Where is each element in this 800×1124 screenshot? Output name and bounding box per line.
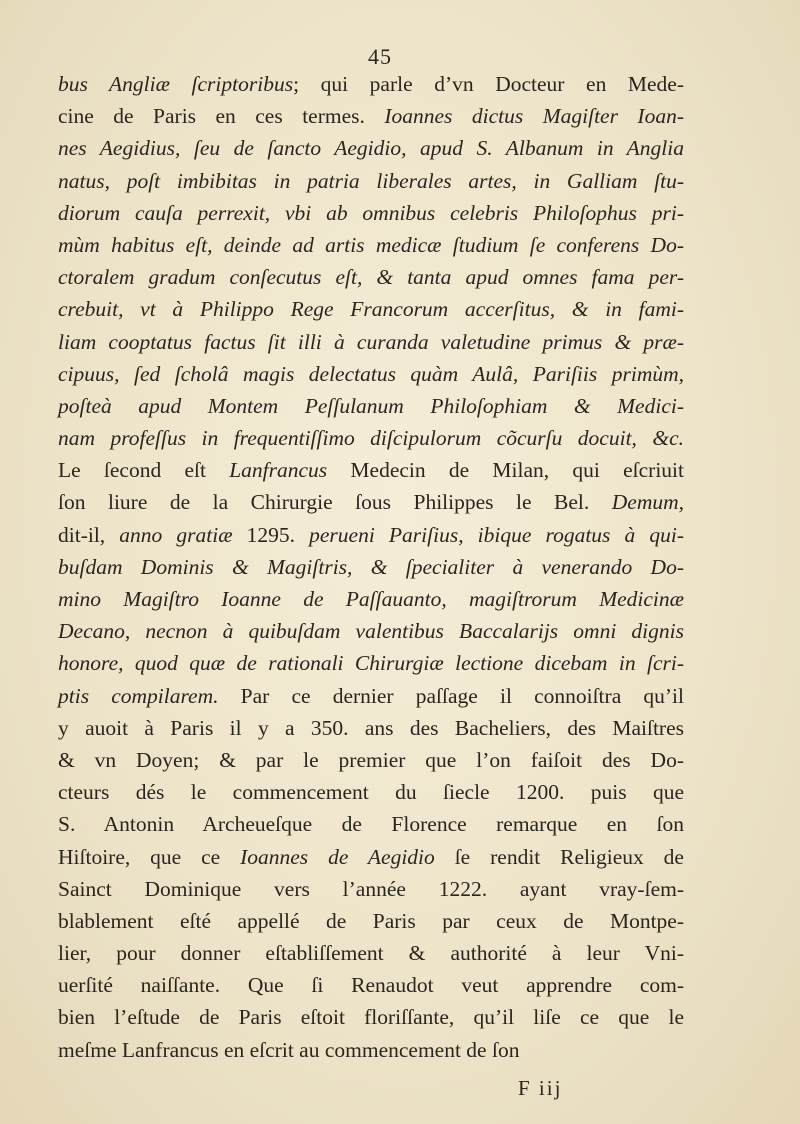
- italic-segment: natus, poſt imbibitas in patria liberales artes, in Galliam ſtu-: [58, 168, 684, 193]
- text-line: [58, 905, 684, 937]
- roman-segment: Hiſtoire, que ce: [58, 844, 241, 869]
- italic-segment: bus Angliæ ſcriptoribus: [58, 72, 294, 96]
- roman-segment: ſon liure de la Chirurgie ſous Philippes le Bel.: [58, 490, 612, 515]
- roman-segment: ſe rendit Religieux de: [434, 844, 684, 869]
- italic-segment: Decano, necnon à quibuſdam valentibus Baccalarijs omni dignis: [58, 619, 684, 644]
- text-line: [58, 615, 684, 647]
- text-line: [58, 519, 684, 551]
- text-line: [58, 390, 684, 422]
- text-line: [58, 197, 684, 229]
- body-text: [58, 68, 684, 1066]
- italic-segment: Ioannes de Aegidio: [240, 844, 435, 869]
- roman-segment: Par ce dernier paſſage il connoiſtra qu’il: [218, 683, 684, 708]
- italic-segment: Demum,: [611, 490, 684, 515]
- italic-segment: poſteà apud Montem Peſſulanum Philoſophiam & Medici-: [58, 393, 684, 418]
- text-line: [58, 873, 684, 905]
- italic-segment: buſdam Dominis & Magiſtris, & ſpecialiter à venerando Do-: [58, 554, 684, 579]
- roman-segment: blablement eſté appellé de Paris par ceux de Montpe-: [58, 908, 684, 933]
- italic-segment: mùm habitus eſt, deinde ad artis medicæ ſtudium ſe conferens Do-: [58, 232, 684, 257]
- italic-segment: diorum cauſa perrexit, vbi ab omnibus celebris Philoſophus pri-: [58, 200, 684, 225]
- roman-segment: dit-il,: [58, 522, 120, 547]
- text-line: [58, 422, 684, 454]
- text-line: [58, 1001, 684, 1033]
- italic-segment: nes Aegidius, ſeu de ſancto Aegidio, apud S. Albanum in Anglia: [58, 136, 684, 161]
- roman-segment: lier, pour donner eſtabliſſement & authorité à leur Vni-: [58, 941, 684, 966]
- roman-segment: y auoit à Paris il y a 350. ans des Bacheliers, des Maiſtres: [58, 715, 684, 740]
- text-line: [58, 358, 684, 390]
- roman-segment: bien l’eſtude de Paris eſtoit floriſſante, qu’il liſe ce que le: [58, 1005, 684, 1030]
- roman-segment: Le ſecond eſt: [58, 458, 230, 483]
- roman-segment: meſme Lanfrancus en eſcrit au commencement de ſon: [58, 1037, 520, 1062]
- text-line: [58, 841, 684, 873]
- text-line: [58, 68, 684, 100]
- italic-segment: cipuus, ſed ſcholâ magis delectatus quàm Aulâ, Pariſiis primùm,: [58, 361, 684, 386]
- italic-segment: Lanfrancus: [229, 458, 328, 483]
- text-line: [58, 100, 684, 132]
- text-line: [58, 486, 684, 518]
- roman-segment: cine de Paris en ces termes.: [58, 104, 385, 129]
- text-line: [58, 680, 684, 712]
- italic-segment: crebuit, vt à Philippo Rege Francorum accerſitus, & in fami-: [58, 297, 684, 322]
- roman-segment: ; qui parle d’vn Docteur en Mede-: [293, 72, 685, 96]
- italic-segment: anno gratiæ: [119, 522, 233, 547]
- roman-segment: S. Antonin Archeueſque de Florence remarque en ſon: [58, 812, 684, 837]
- text-line: [58, 937, 684, 969]
- italic-segment: liam cooptatus factus ſit illi à curanda valetudine primus & præ-: [58, 329, 684, 354]
- text-line: [58, 293, 684, 325]
- roman-segment: uerſité naiſſante. Que ſi Renaudot veut apprendre com-: [58, 973, 684, 998]
- text-line: [58, 326, 684, 358]
- roman-segment: 1295.: [232, 522, 310, 547]
- text-line: [58, 583, 684, 615]
- text-line: [58, 261, 684, 293]
- text-line: [58, 454, 684, 486]
- italic-segment: honore, quod quæ de rationali Chirurgiæ lectione dicebam in ſcri-: [58, 651, 684, 676]
- text-line: [58, 969, 684, 1001]
- text-line: [58, 165, 684, 197]
- italic-segment: Ioannes dictus Magiſter Ioan-: [384, 104, 684, 129]
- text-line: [58, 647, 684, 679]
- text-line: [58, 229, 684, 261]
- roman-segment: & vn Doyen; & par le premier que l’on faiſoit des Do-: [58, 747, 684, 772]
- text-line: [58, 808, 684, 840]
- text-line: [58, 776, 684, 808]
- signature-mark: F iij: [518, 1076, 563, 1100]
- text-line: [58, 1034, 684, 1066]
- italic-segment: ptis compilarem.: [58, 683, 219, 708]
- text-line: [58, 712, 684, 744]
- italic-segment: nam profeſſus in frequentiſſimo diſcipulorum cõcurſu docuit, &c.: [58, 426, 684, 451]
- italic-segment: perueni Pariſius, ibique rogatus à qui-: [309, 522, 684, 547]
- text-line: [58, 132, 684, 164]
- italic-segment: mino Magiſtro Ioanne de Paſſauanto, magiſtrorum Medicinæ: [58, 587, 684, 611]
- text-line: [58, 551, 684, 583]
- roman-segment: Sainct Dominique vers l’année 1222. ayant vray-ſem-: [58, 876, 684, 901]
- text-line: [58, 744, 684, 776]
- italic-segment: ctoralem gradum conſecutus eſt, & tanta apud omnes fama per-: [58, 265, 684, 290]
- page-number: 45: [368, 44, 392, 69]
- roman-segment: cteurs dés le commencement du ſiecle 1200. puis que: [58, 780, 684, 805]
- roman-segment: Medecin de Milan, qui eſcriuit: [327, 458, 684, 483]
